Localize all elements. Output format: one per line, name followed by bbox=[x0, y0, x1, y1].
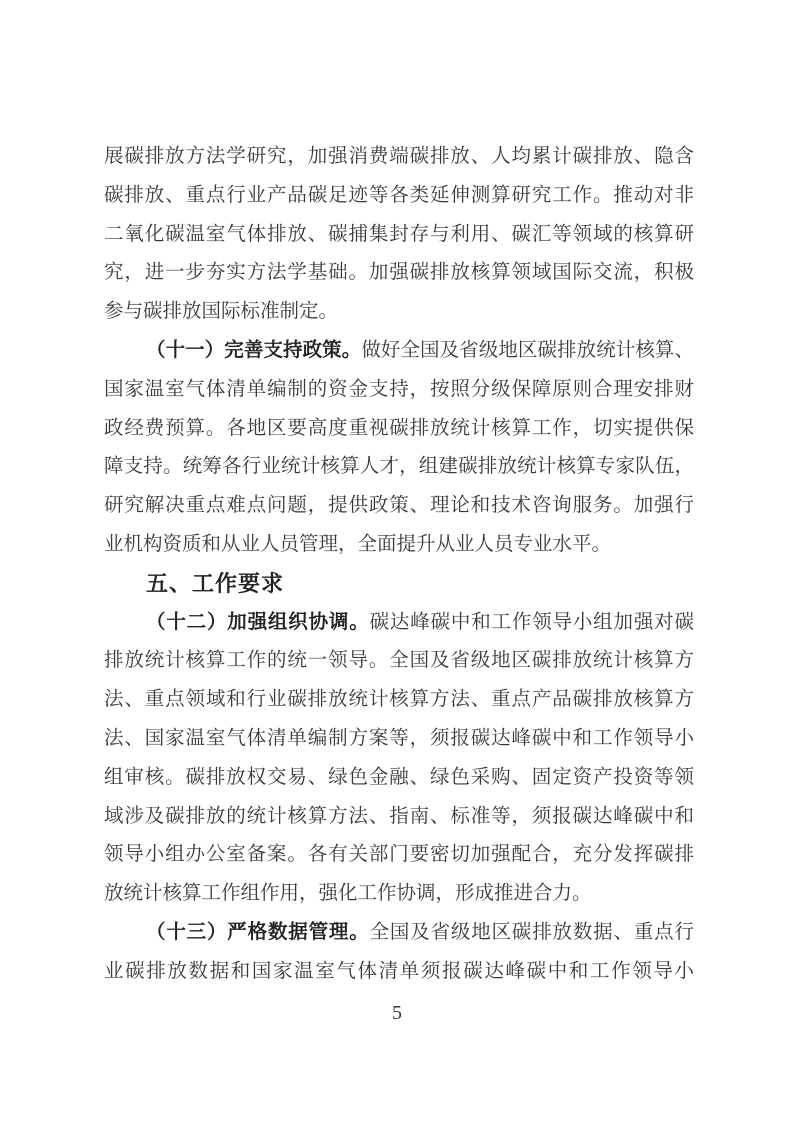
text-line bbox=[104, 448, 694, 487]
section-heading-line bbox=[104, 565, 694, 604]
text-line bbox=[104, 953, 694, 992]
bold-lead-text: （十二）加强组织协调。 bbox=[146, 611, 370, 633]
text-line bbox=[104, 332, 694, 371]
body-text: 障支持。统筹各行业统计核算人才，组建碳排放统计核算专家队伍， bbox=[104, 456, 694, 478]
text-line bbox=[104, 875, 694, 914]
text-line bbox=[104, 759, 694, 798]
body-text: 参与碳排放国际标准制定。 bbox=[104, 301, 339, 323]
body-text: 展碳排放方法学研究，加强消费端碳排放、人均累计碳排放、隐含 bbox=[104, 146, 694, 167]
text-line bbox=[104, 642, 694, 681]
body-text: 法、国家温室气体清单编制方案等，须报碳达峰碳中和工作领导小 bbox=[104, 727, 694, 749]
text-line bbox=[104, 720, 694, 759]
body-text: 究，进一步夯实方法学基础。加强碳排放核算领域国际交流，积极 bbox=[104, 262, 694, 284]
document-body bbox=[104, 138, 694, 992]
body-text: 组审核。碳排放权交易、绿色金融、绿色采购、固定资产投资等领 bbox=[104, 766, 694, 788]
body-text: 碳达峰碳中和工作领导小组加强对碳 bbox=[369, 611, 694, 633]
text-line bbox=[104, 254, 694, 293]
body-text: 业碳排放数据和国家温室气体清单须报碳达峰碳中和工作领导小 bbox=[104, 960, 694, 982]
body-text: 政经费预算。各地区要高度重视碳排放统计核算工作，切实提供保 bbox=[104, 417, 694, 439]
body-text: 业机构资质和从业人员管理，全面提升从业人员专业水平。 bbox=[104, 533, 612, 555]
text-line bbox=[104, 604, 694, 643]
body-text: 全国及省级地区碳排放数据、重点行 bbox=[369, 921, 694, 943]
body-text: 领导小组办公室备案。各有关部门要密切加强配合，充分发挥碳排 bbox=[104, 844, 694, 866]
text-line bbox=[104, 836, 694, 875]
text-line bbox=[104, 293, 694, 332]
bold-lead-text: 五、工作要求 bbox=[146, 570, 285, 596]
page-number: 5 bbox=[392, 1002, 402, 1024]
body-text: 排放统计核算工作的统一领导。全国及省级地区碳排放统计核算方 bbox=[104, 650, 694, 672]
text-line bbox=[104, 371, 694, 410]
body-text: 二氧化碳温室气体排放、碳捕集封存与利用、碳汇等领域的核算研 bbox=[104, 223, 694, 245]
body-text: 域涉及碳排放的统计核算方法、指南、标准等，须报碳达峰碳中和 bbox=[104, 805, 694, 827]
text-line bbox=[104, 526, 694, 565]
text-line bbox=[104, 216, 694, 255]
bold-lead-text: （十一）完善支持政策。 bbox=[146, 339, 362, 361]
body-text: 碳排放、重点行业产品碳足迹等各类延伸测算研究工作。推动对非 bbox=[104, 184, 694, 206]
body-text: 法、重点领域和行业碳排放统计核算方法、重点产品碳排放核算方 bbox=[104, 689, 694, 711]
text-line bbox=[104, 487, 694, 526]
text-line bbox=[104, 798, 694, 837]
body-text: 放统计核算工作组作用，强化工作协调，形成推进合力。 bbox=[104, 883, 592, 905]
body-text: 做好全国及省级地区碳排放统计核算、 bbox=[361, 339, 694, 361]
text-line bbox=[104, 177, 694, 216]
body-text: 研究解决重点难点问题，提供政策、理论和技术咨询服务。加强行 bbox=[104, 495, 694, 517]
bold-lead-text: （十三）严格数据管理。 bbox=[146, 921, 370, 943]
text-line bbox=[104, 410, 694, 449]
text-line bbox=[104, 914, 694, 953]
text-line bbox=[104, 138, 694, 177]
body-text: 国家温室气体清单编制的资金支持，按照分级保障原则合理安排财 bbox=[104, 378, 694, 400]
text-line bbox=[104, 681, 694, 720]
